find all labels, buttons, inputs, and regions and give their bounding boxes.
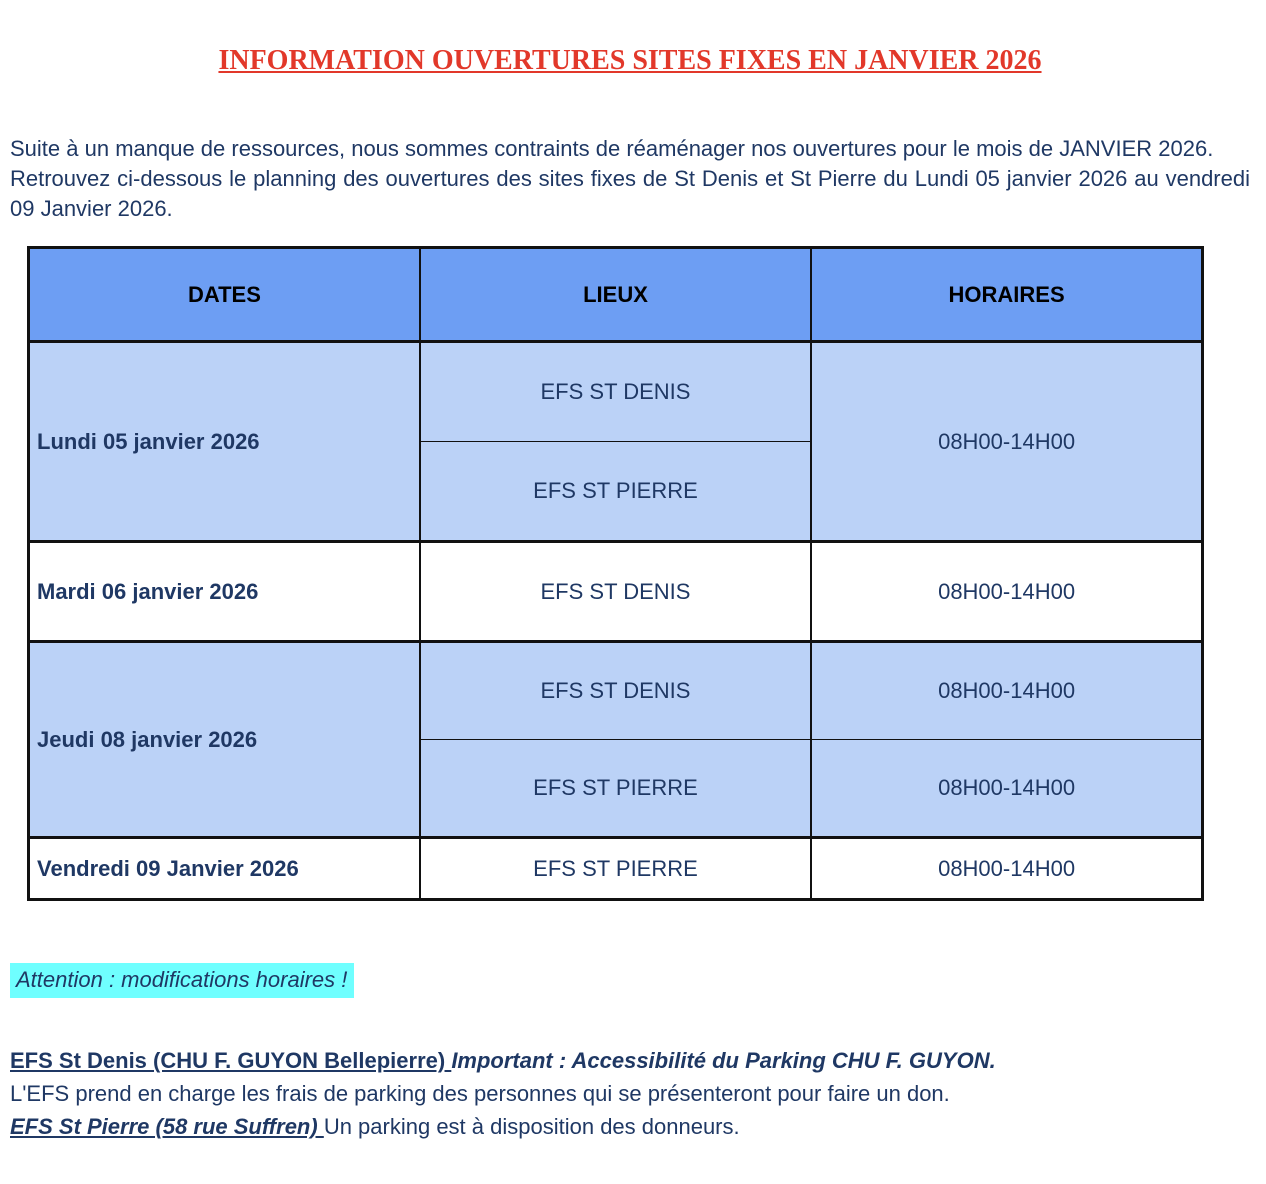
hours-cell: 08H00-14H00 — [811, 342, 1202, 542]
column-header-dates: DATES — [29, 248, 420, 342]
st-denis-label: EFS St Denis (CHU F. GUYON Bellepierre) — [10, 1048, 452, 1073]
hours-cell: 08H00-14H00 — [811, 542, 1202, 642]
attention-section — [10, 963, 1250, 998]
location-cell: EFS ST DENIS — [420, 642, 811, 740]
column-header-lieux: LIEUX — [420, 248, 811, 342]
location-cell: EFS ST PIERRE — [420, 838, 811, 900]
intro-paragraph-1: Suite à un manque de ressources, nous sommes contraints de réaménager nos ouvertures pour le mois de JANVIER 2026. — [10, 136, 1214, 161]
table-row-lundi-a — [29, 342, 1203, 442]
table-row-vendredi — [29, 838, 1203, 900]
page-title: INFORMATION OUVERTURES SITES FIXES EN JANVIER 2026 — [218, 45, 1042, 76]
location-cell: EFS ST DENIS — [420, 342, 811, 442]
footer-notes — [10, 1044, 1250, 1143]
intro-text — [10, 134, 1250, 224]
st-pierre-info: Un parking est à disposition des donneurs. — [323, 1114, 740, 1139]
footer-line-st-denis — [10, 1044, 1250, 1077]
table-row-jeudi-a — [29, 642, 1203, 740]
table-row-mardi — [29, 542, 1203, 642]
location-cell: EFS ST PIERRE — [420, 442, 811, 542]
hours-cell: 08H00-14H00 — [811, 740, 1202, 838]
hours-cell: 08H00-14H00 — [811, 838, 1202, 900]
schedule-table — [27, 246, 1204, 901]
table-header-row — [29, 248, 1203, 342]
date-cell: Mardi 06 janvier 2026 — [29, 542, 420, 642]
footer-line-st-pierre — [10, 1110, 1250, 1143]
attention-note: Attention : modifications horaires ! — [10, 963, 354, 998]
date-cell: Jeudi 08 janvier 2026 — [29, 642, 420, 838]
location-cell: EFS ST PIERRE — [420, 740, 811, 838]
st-denis-important: Important : Accessibilité du Parking CHU F. GUYON. — [451, 1048, 996, 1073]
intro-paragraph-2: Retrouvez ci-dessous le planning des ouvertures des sites fixes de St Denis et St Pierre du Lundi 05 janvier 2026 au vendredi 09 Janvier 2026. — [10, 166, 1250, 221]
location-cell: EFS ST DENIS — [420, 542, 811, 642]
column-header-horaires: HORAIRES — [811, 248, 1202, 342]
footer-line-parking: L'EFS prend en charge les frais de parking des personnes qui se présenteront pour faire un don. — [10, 1081, 950, 1106]
date-cell: Vendredi 09 Janvier 2026 — [29, 838, 420, 900]
st-pierre-label: EFS St Pierre (58 rue Suffren) — [10, 1114, 324, 1139]
hours-cell: 08H00-14H00 — [811, 642, 1202, 740]
date-cell: Lundi 05 janvier 2026 — [29, 342, 420, 542]
